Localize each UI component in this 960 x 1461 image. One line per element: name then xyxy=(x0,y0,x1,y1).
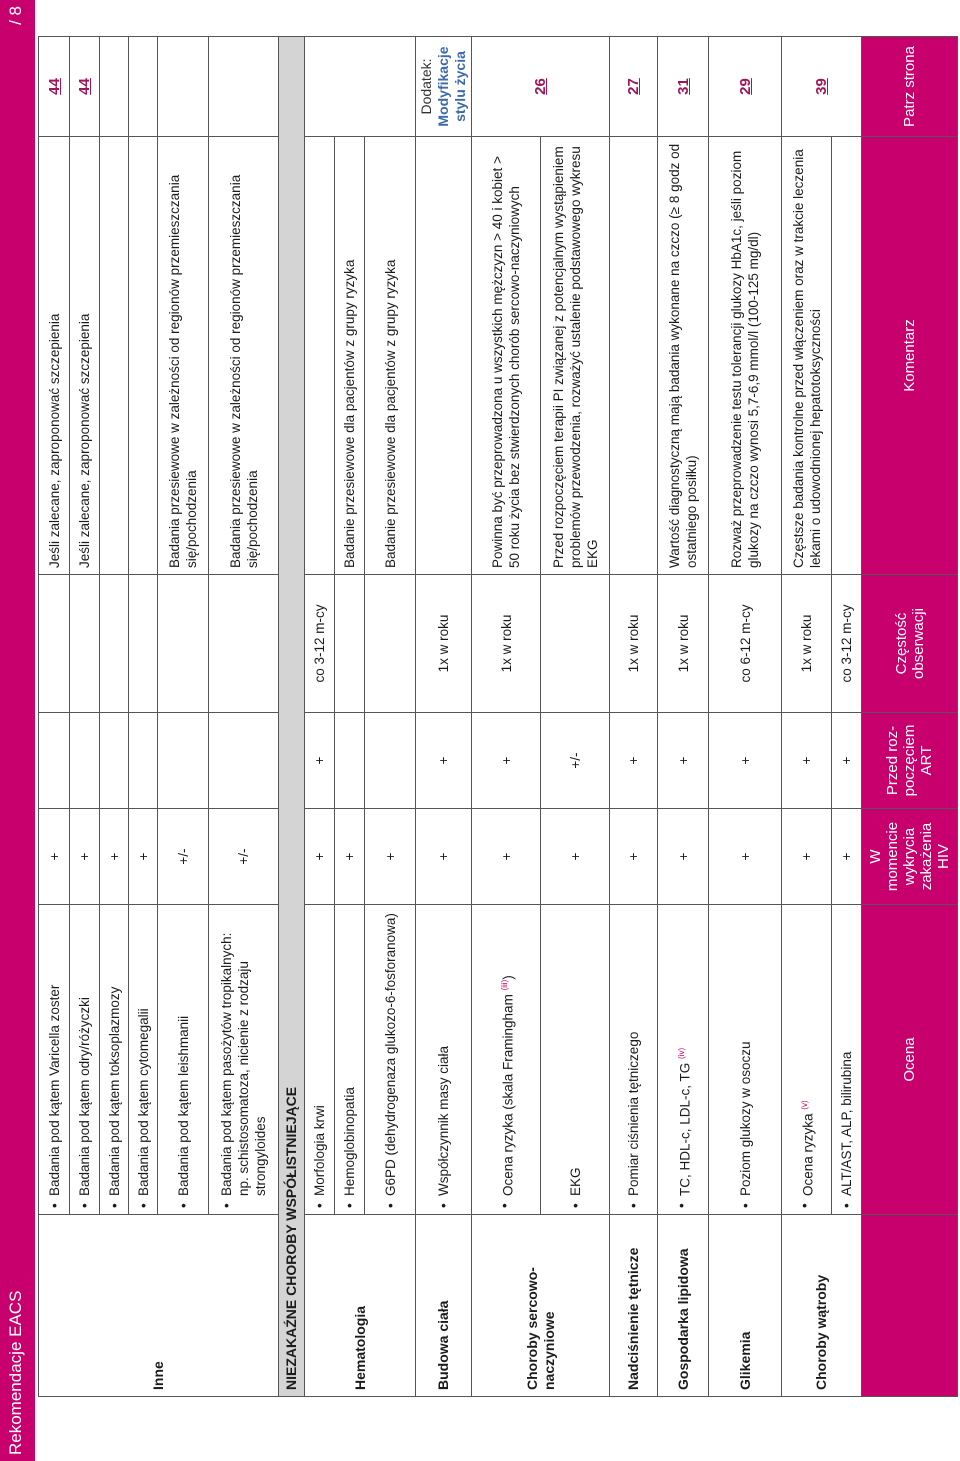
cell-comment: Przed rozpoczęciem terapii PI związanej z potencjalnym wystąpieniem problemów przewodzenia, rozważyć ustalenie podstawowego wykresu EKG xyxy=(541,137,610,575)
category-budowa-ciala: Budowa ciała xyxy=(416,1215,472,1397)
cell-frequency xyxy=(100,575,129,713)
page-ref[interactable] xyxy=(782,37,862,137)
lifestyle-appendix-note[interactable] xyxy=(416,37,472,137)
cell-at-diagnosis: + xyxy=(541,809,610,905)
column-header-empty xyxy=(862,1215,958,1397)
cell-at-diagnosis: + xyxy=(709,809,782,905)
column-header-see-page: Patrz strona xyxy=(862,37,958,137)
column-header-frequency: Częstość obserwacji xyxy=(862,575,958,713)
column-header-at-diagnosis: W momencie wykrycia zakażenia HIV xyxy=(862,809,958,905)
cell-frequency: 1x w roku xyxy=(782,575,832,713)
page-ref xyxy=(209,37,279,137)
page-link[interactable]: 27 xyxy=(625,78,642,95)
table-row xyxy=(209,37,279,1397)
cell-comment: Badania przesiewowe w zależności od regionów przemieszczania się/pochodzenia xyxy=(209,137,279,575)
cell-before-art: + xyxy=(416,713,472,809)
assessment-item: • Badania pod kątem odry/różyczki xyxy=(70,905,100,1215)
table-row xyxy=(541,37,610,1397)
cell-before-art: + xyxy=(709,713,782,809)
page-link[interactable]: 44 xyxy=(76,78,93,95)
recommendations-table xyxy=(38,36,958,1397)
footer-bar xyxy=(0,0,35,1461)
assessment-item: • Badania pod kątem cytomegalii xyxy=(129,905,158,1215)
cell-before-art xyxy=(100,713,129,809)
cell-frequency: 1x w roku xyxy=(610,575,658,713)
assessment-item: • Hemoglobinopatia xyxy=(335,905,365,1215)
page-link[interactable]: 39 xyxy=(813,78,830,95)
assessment-item: • Badania pod kątem toksoplazmozy xyxy=(100,905,129,1215)
page-ref[interactable] xyxy=(472,37,610,137)
table-row xyxy=(335,37,365,1397)
assessment-item: • Badania pod kątem Varicella zoster xyxy=(39,905,70,1215)
cell-before-art xyxy=(158,713,209,809)
cell-comment: Powinna być przeprowadzona u wszystkich mężczyzn > 40 i kobiet > 50 roku życia bez stwierdzonych chorób sercowo-naczyniowych xyxy=(472,137,541,575)
cell-comment: Wartość diagnostyczną mają badania wykonane na czczo (≥ 8 godz od ostatniego posiłku) xyxy=(658,137,709,575)
cell-at-diagnosis: + xyxy=(39,809,70,905)
page-link[interactable]: 31 xyxy=(674,78,692,95)
cell-frequency xyxy=(158,575,209,713)
cell-before-art: + xyxy=(832,713,862,809)
category-inne: Inne xyxy=(39,1215,279,1397)
cell-frequency xyxy=(70,575,100,713)
cell-comment xyxy=(129,137,158,575)
assessment-item: • Badania pod kątem pasożytów tropikalnych: np. schistosomatoza, nicienie z rodzaju strongyloides xyxy=(209,905,279,1215)
cell-before-art xyxy=(129,713,158,809)
cell-frequency xyxy=(541,575,610,713)
cell-at-diagnosis: + xyxy=(416,809,472,905)
cell-at-diagnosis: + xyxy=(129,809,158,905)
section-title: NIEZAKAŹNE CHOROBY WSPÓŁISTNIEJĄCE xyxy=(279,37,305,1397)
table-row xyxy=(158,37,209,1397)
page-ref-empty xyxy=(305,37,416,137)
cell-frequency: co 6-12 m-cy xyxy=(709,575,782,713)
cell-comment: Jeśli zalecane, zaproponować szczepienia xyxy=(70,137,100,575)
cell-at-diagnosis: + xyxy=(610,809,658,905)
table-row xyxy=(472,37,541,1397)
table-row xyxy=(39,37,70,1397)
cell-comment xyxy=(610,137,658,575)
page-ref[interactable] xyxy=(610,37,658,137)
table-row xyxy=(100,37,129,1397)
column-header-before-art: Przed roz-poczęciem ART xyxy=(862,713,958,809)
table-row xyxy=(70,37,100,1397)
cell-at-diagnosis: + xyxy=(658,809,709,905)
table-row xyxy=(832,37,862,1397)
assessment-item: • Pomiar ciśnienia tętniczego xyxy=(610,905,658,1215)
assessment-item: • EKG xyxy=(541,905,610,1215)
cell-comment xyxy=(832,137,862,575)
category-sercowo-naczyniowe: Choroby sercowo-naczyniowe xyxy=(472,1215,610,1397)
table-row xyxy=(365,37,416,1397)
appendix-label: Dodatek: xyxy=(418,58,434,115)
footer-title: Rekomendacje EACS xyxy=(6,1290,25,1455)
page-ref[interactable] xyxy=(709,37,782,137)
footer-page-number: / 8 xyxy=(6,6,25,25)
cell-frequency xyxy=(39,575,70,713)
assessment-item: • ALT/AST, ALP, bilirubina xyxy=(832,905,862,1215)
page-link[interactable]: 44 xyxy=(45,78,63,95)
page-ref xyxy=(129,37,158,137)
page-ref[interactable] xyxy=(70,37,100,137)
table-row xyxy=(305,37,335,1397)
cell-frequency: 1x w roku xyxy=(658,575,709,713)
appendix-link-line1[interactable]: Modyfikacje xyxy=(435,46,451,127)
cell-frequency xyxy=(129,575,158,713)
column-header-ocena: Ocena xyxy=(862,905,958,1215)
column-header-comment: Komentarz xyxy=(862,137,958,575)
table-row xyxy=(782,37,832,1397)
cell-frequency: co 3-12 m-cy xyxy=(832,575,862,713)
cell-comment: Badanie przesiewowe dla pacjentów z grupy ryzyka xyxy=(365,137,416,575)
page-ref[interactable] xyxy=(658,37,709,137)
cell-comment xyxy=(416,137,472,575)
cell-at-diagnosis: +/- xyxy=(209,809,279,905)
cell-frequency xyxy=(365,575,416,713)
cell-comment xyxy=(100,137,129,575)
cell-before-art xyxy=(70,713,100,809)
table-row xyxy=(610,37,658,1397)
category-nadcisnienie: Nadciśnienie tętnicze xyxy=(610,1215,658,1397)
cell-at-diagnosis: + xyxy=(305,809,335,905)
assessment-item: • Ocena ryzyka $^{(v)}$ xyxy=(782,905,832,1215)
cell-comment: Jeśli zalecane, zaproponować szczepienia xyxy=(39,137,70,575)
category-choroby-watroby: Choroby wątroby xyxy=(782,1215,862,1397)
cell-at-diagnosis: + xyxy=(832,809,862,905)
page-ref xyxy=(158,37,209,137)
cell-comment: Badanie przesiewowe dla pacjentów z grupy ryzyka xyxy=(335,137,365,575)
cell-comment: Częstsze badania kontrolne przed włączeniem oraz w trakcie leczenia lekami o udowodnionej hepatotoksyczności xyxy=(782,137,832,575)
appendix-link-line2[interactable]: stylu życia xyxy=(452,51,468,122)
cell-at-diagnosis: + xyxy=(100,809,129,905)
cell-before-art: + xyxy=(658,713,709,809)
page-ref xyxy=(100,37,129,137)
category-glikemia: Glikemia xyxy=(709,1215,782,1397)
header-row xyxy=(862,37,958,1397)
cell-before-art: + xyxy=(782,713,832,809)
cell-frequency: co 3-12 m-cy xyxy=(305,575,335,713)
cell-before-art xyxy=(39,713,70,809)
cell-frequency xyxy=(209,575,279,713)
assessment-item: • TC, HDL-c, LDL-c, TG $^{(iv)}$ xyxy=(658,905,709,1215)
cell-before-art: +/- xyxy=(541,713,610,809)
cell-at-diagnosis: +/- xyxy=(158,809,209,905)
cell-before-art: + xyxy=(305,713,335,809)
assessment-item: • Poziom glukozy w osoczu xyxy=(709,905,782,1215)
cell-frequency: 1x w roku xyxy=(472,575,541,713)
cell-at-diagnosis: + xyxy=(472,809,541,905)
cell-at-diagnosis: + xyxy=(365,809,416,905)
cell-before-art: + xyxy=(472,713,541,809)
category-gospodarka-lipidowa: Gospodarka lipidowa xyxy=(658,1215,709,1397)
table-row xyxy=(129,37,158,1397)
category-hematologia: Hematologia xyxy=(305,1215,416,1397)
cell-before-art: + xyxy=(610,713,658,809)
table-row xyxy=(709,37,782,1397)
cell-frequency: 1x w roku xyxy=(416,575,472,713)
cell-before-art xyxy=(365,713,416,809)
page-link[interactable]: 29 xyxy=(736,78,754,95)
table-row xyxy=(658,37,709,1397)
table-row xyxy=(416,37,472,1397)
page-link[interactable]: 26 xyxy=(532,78,549,95)
cell-before-art xyxy=(335,713,365,809)
assessment-item: • G6PD (dehydrogenaza glukozo-6-fosforanowa) xyxy=(365,905,416,1215)
assessment-item: • Badania pod kątem leishmanii xyxy=(158,905,209,1215)
cell-comment xyxy=(305,137,335,575)
cell-at-diagnosis: + xyxy=(70,809,100,905)
assessment-item: • Morfologia krwi xyxy=(305,905,335,1215)
page-ref[interactable] xyxy=(39,37,70,137)
cell-at-diagnosis: + xyxy=(782,809,832,905)
cell-frequency xyxy=(335,575,365,713)
cell-comment: Badania przesiewowe w zależności od regionów przemieszczania się/pochodzenia xyxy=(158,137,209,575)
cell-before-art xyxy=(209,713,279,809)
cell-at-diagnosis: + xyxy=(335,809,365,905)
cell-comment: Rozważ przeprowadzenie testu tolerancji glukozy HbA1c, jeśli poziom glukozy na czczo wynosi 5,7-6,9 mmol/l (100-125 mg/dl) xyxy=(709,137,782,575)
section-header-row xyxy=(279,37,305,1397)
assessment-item: • Ocena ryzyka (skala Framingham $^{(iii)}$) xyxy=(472,905,541,1215)
assessment-item: • Współczynnik masy ciała xyxy=(416,905,472,1215)
